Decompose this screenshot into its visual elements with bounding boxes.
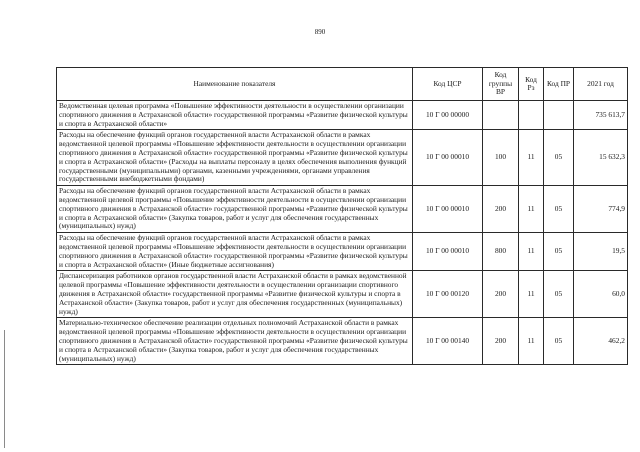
header-pr: Код ПР (544, 68, 574, 101)
header-name: Наименование показателя (57, 68, 413, 101)
row-pr: 05 (544, 233, 574, 271)
row-csr: 10 Г 00 00010 (413, 186, 483, 233)
row-amount: 15 632,3 (574, 130, 628, 186)
row-rz: 11 (519, 186, 544, 233)
row-csr: 10 Г 00 00010 (413, 130, 483, 186)
row-vr: 200 (483, 318, 519, 365)
row-amount: 19,5 (574, 233, 628, 271)
row-name: Ведомственная целевая программа «Повышение эффективности деятельности в осуществлении организации спортивного движения в Астраханской области» государственной программы «Развитие физической культуры и спорта в Астраханской области» (57, 101, 413, 130)
row-vr: 200 (483, 271, 519, 318)
row-rz: 11 (519, 233, 544, 271)
table-row (57, 101, 628, 130)
row-name: Расходы на обеспечение функций органов государственной власти Астраханской области в рамках ведомственной целевой программы «Повышение эффективности деятельности в осуществлении организации спортивного движения в Астраханской области» государственной программы «Развитие физической культуры и спорта в Астраханской области» (Закупка товаров, работ и услуг для обеспечения государственных (муниципальных) нужд) (57, 186, 413, 233)
row-csr: 10 Г 00 00120 (413, 271, 483, 318)
row-pr: 05 (544, 271, 574, 318)
budget-table (56, 67, 628, 365)
row-csr: 10 Г 00 00010 (413, 233, 483, 271)
row-vr: 200 (483, 186, 519, 233)
row-amount: 774,9 (574, 186, 628, 233)
row-vr (483, 101, 519, 130)
row-vr: 100 (483, 130, 519, 186)
row-pr: 05 (544, 318, 574, 365)
row-pr (544, 101, 574, 130)
row-amount: 60,0 (574, 271, 628, 318)
table-row (57, 186, 628, 233)
header-vr: Код группы ВР (483, 68, 519, 101)
table-row (57, 271, 628, 318)
row-rz: 11 (519, 318, 544, 365)
row-rz (519, 101, 544, 130)
table-row (57, 233, 628, 271)
row-amount: 462,2 (574, 318, 628, 365)
row-csr: 10 Г 00 00000 (413, 101, 483, 130)
row-rz: 11 (519, 271, 544, 318)
row-csr: 10 Г 00 00140 (413, 318, 483, 365)
row-name: Материально-техническое обеспечение реализации отдельных полномочий Астраханской области в рамках ведомственной целевой программы «Повышение эффективности деятельности в осуществлении организации спортивного движения в Астраханской области» государственной программы «Развитие физической культуры и спорта в Астраханской области» (Закупка товаров, работ и услуг для обеспечения государственных (муниципальных) нужд) (57, 318, 413, 365)
header-year: 2021 год (574, 68, 628, 101)
page-number: 890 (314, 28, 326, 36)
header-rz: Код Рз (519, 68, 544, 101)
row-amount: 735 613,7 (574, 101, 628, 130)
row-pr: 05 (544, 186, 574, 233)
row-name: Расходы на обеспечение функций органов государственной власти Астраханской области в рамках ведомственной целевой программы «Повышение эффективности деятельности в осуществлении организации спортивного движения в Астраханской области» государственной программы «Развитие физической культуры и спорта в Астраханской области» (Иные бюджетные ассигнования) (57, 233, 413, 271)
header-csr: Код ЦСР (413, 68, 483, 101)
row-pr: 05 (544, 130, 574, 186)
table-header-row (57, 68, 628, 101)
table-row (57, 318, 628, 365)
scan-edge-line (4, 330, 5, 448)
row-rz: 11 (519, 130, 544, 186)
table-row (57, 130, 628, 186)
row-name: Диспансеризация работников органов государственной власти Астраханской области в рамках ведомственной целевой программы «Повышение эффективности деятельности в осуществлении организации спортивного движения в Астраханской области» государственной программы «Развитие физической культуры и спорта в Астраханской области» (Закупка товаров, работ и услуг для обеспечения государственных (муниципальных) нужд) (57, 271, 413, 318)
row-vr: 800 (483, 233, 519, 271)
row-name: Расходы на обеспечение функций органов государственной власти Астраханской области в рамках ведомственной целевой программы «Повышение эффективности деятельности в осуществлении организации спортивного движения в Астраханской области» государственной программы «Развитие физической культуры и спорта в Астраханской области» (Расходы на выплаты персоналу в целях обеспечения выполнения функций государственными (муниципальными) органами, казенными учреждениями, органами управления государственными внебюджетными фондами) (57, 130, 413, 186)
